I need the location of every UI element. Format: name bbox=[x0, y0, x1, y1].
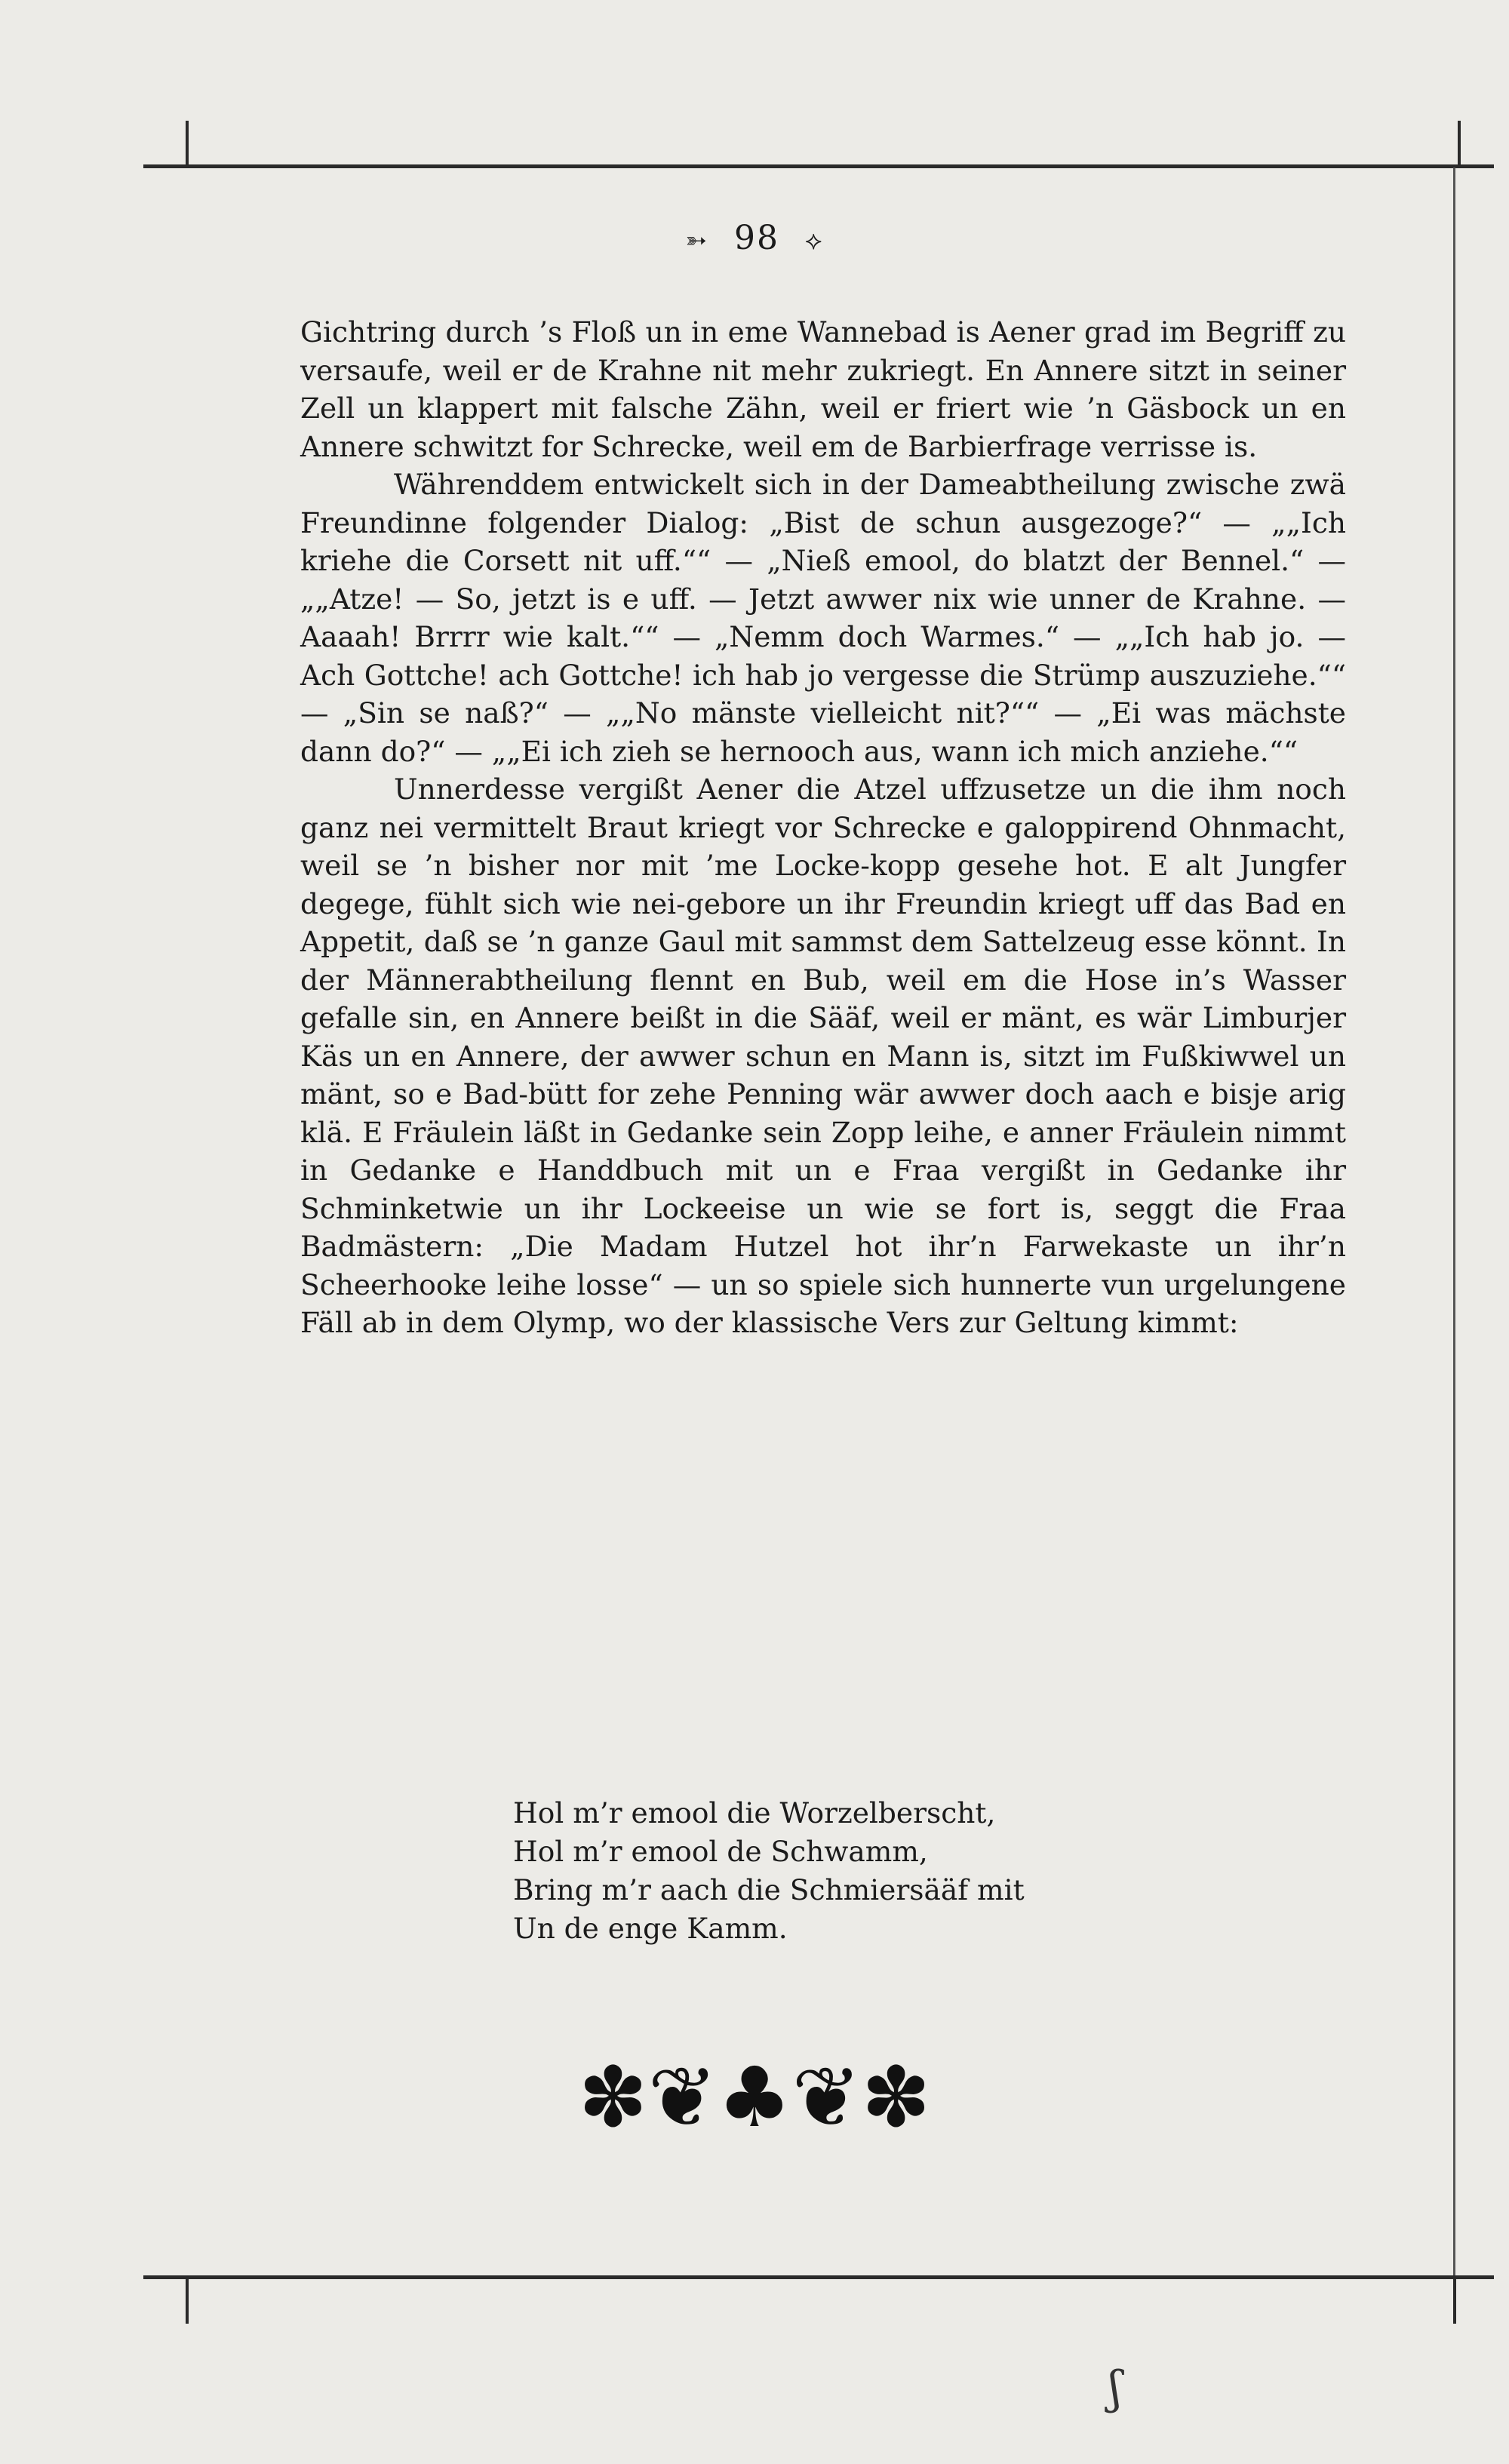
page-number: 98 bbox=[734, 219, 779, 257]
paragraph: Gichtring durch ’s Floß un in eme Wannebad is Aener grad im Begriff zu versaufe, weil er de Krahne nit mehr zukriegt. En Annere sitzt in seiner Zell un klappert mit falsche Zähn, weil er friert wie ’n Gäsbock un en Annere schwitzt for Schrecke, weil em de Barbierfrage verrisse is. bbox=[300, 315, 1346, 463]
paragraph: Währenddem entwickelt sich in der Dameabtheilung zwische zwä Freundinne folgender Dialog: „Bist de schun ausgezoge?“ — „„Ich kriehe die Corsett nit uff.““ — „Nieß emool, do blatzt der Bennel.“ — „„Atze! — So, jetzt is e uff. — Jetzt awwer nix wie unner de Krahne. — Aaaah! Brrrr wie kalt.““ — „Nemm doch Warmes.“ — „„Ich hab jo. — Ach Gottche! ach Gottche! ich hab jo vergesse die Strümp auszuziehe.““ — „Sin se naß?“ — „„No mänste vielleicht nit?““ — „Ei was mächste dann do?“ — „„Ei ich zieh se hernooch aus, wann ich mich anziehe.““ bbox=[300, 468, 1346, 768]
body-text bbox=[300, 313, 1346, 1342]
verse bbox=[513, 1794, 1343, 1948]
crop-mark bbox=[186, 2278, 189, 2324]
verse-line: Bring m’r aach die Schmiersääf mit bbox=[513, 1873, 1025, 1906]
page-header bbox=[0, 219, 1509, 257]
verse-line: Hol m’r emool de Schwamm, bbox=[513, 1835, 928, 1868]
bottom-rule bbox=[143, 2275, 1494, 2279]
arrow-ornament-icon: ➳ bbox=[685, 226, 708, 256]
crop-mark bbox=[1453, 2278, 1456, 2324]
verse-line: Un de enge Kamm. bbox=[513, 1912, 788, 1945]
top-rule bbox=[143, 164, 1494, 168]
verse-line: Hol m’r emool die Worzelberscht, bbox=[513, 1796, 996, 1830]
margin-line bbox=[1453, 167, 1455, 2276]
crop-mark bbox=[1458, 121, 1461, 166]
paragraph: Unnerdesse vergißt Aener die Atzel uffzusetze un die ihm noch ganz nei vermittelt Braut kriegt vor Schrecke e galoppirend Ohnmacht, weil se ’n bisher nor mit ’me Locke-kopp gesehe hot. E alt Jungfer degege, fühlt sich wie nei-gebore un ihr Freundin kriegt uff das Bad en Appetit, daß se ’n ganze Gaul mit sammst dem Sattelzeug esse könnt. In der Männerabtheilung flennt en Bub, weil em die Hose in’s Wasser gefalle sin, en Annere beißt in die Sääf, weil er mänt, es wär Limburjer Käs un en Annere, der awwer schun en Mann is, sitzt im Fußkiwwel un mänt, so e Bad-bütt for zehe Penning wär awwer doch aach e bisje arig klä. E Fräulein läßt in Gedanke sein Zopp leihe, e anner Fräulein nimmt in Gedanke e Handdbuch mit un e Fraa vergißt in Gedanke ihr Schminketwie un ihr Lockeeise un wie se fort is, seggt die Fraa Badmästern: „Die Madam Hutzel hot ihr’n Farwekaste un ihr’n Scheerhooke leihe losse“ — un so spiele sich hunnerte vun urgelungene Fäll ab in dem Olymp, wo der klassische Vers zur Geltung kimmt: bbox=[300, 773, 1346, 1339]
floral-ornament-icon: ✽❦♣❦✽ bbox=[578, 2049, 931, 2146]
crop-mark bbox=[186, 121, 189, 166]
margin-mark: ʃ bbox=[1109, 2361, 1122, 2414]
diamond-ornament-icon: ⟡ bbox=[805, 226, 824, 256]
